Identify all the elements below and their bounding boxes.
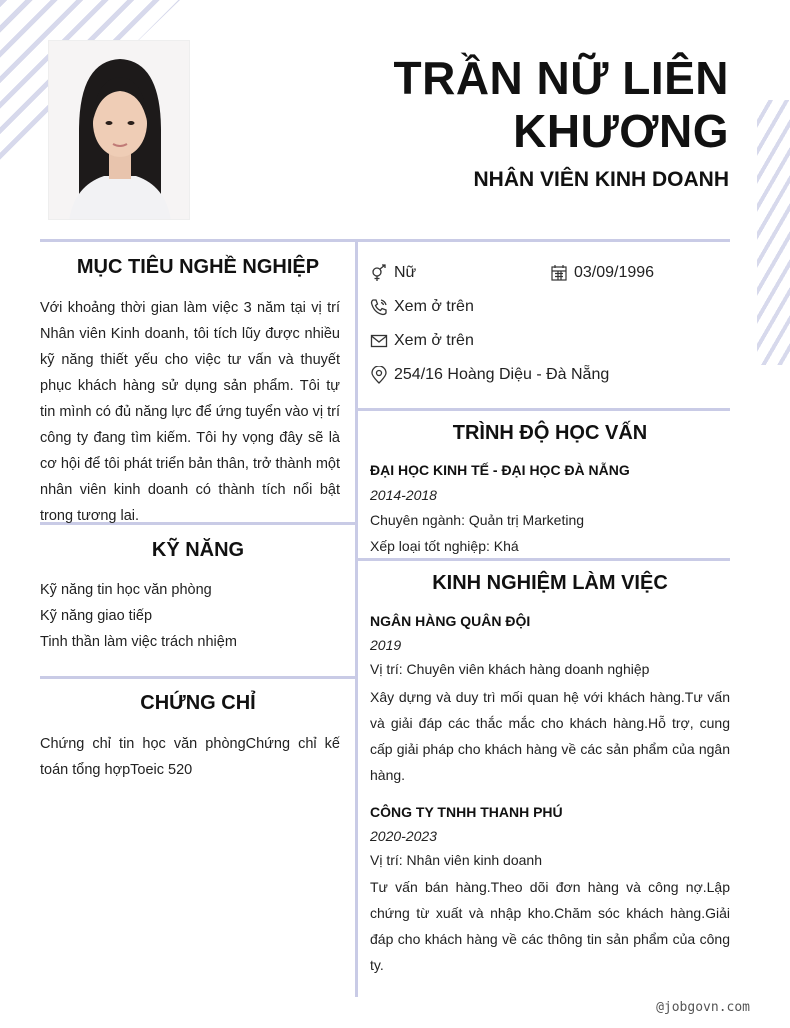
job-year: 2019 <box>370 637 402 653</box>
candidate-name-line2: KHƯƠNG <box>513 105 729 157</box>
objective-text: Với khoảng thời gian làm việc 3 năm tại vị trí Nhân viên Kinh doanh, tôi tích lũy được nhiều kỹ năng thiết yếu cho việc tư vấn và thuyết phục khách hàng sử dụng sản phẩm. Tôi tự tin mình có đủ năng lực để ứng tuyển vào vị trí công ty đang tìm kiếm. Tôi hy vọng đây sẽ là cơ hội để tôi phát triển bản thân, trở thành một nhân viên kinh doanh có thành tích nổi bật trong tương lai. <box>40 300 340 524</box>
education-school: ĐẠI HỌC KINH TẾ - ĐẠI HỌC ĐÀ NẴNG <box>370 462 630 478</box>
job-company: CÔNG TY TNHH THANH PHÚ <box>370 804 563 820</box>
job-description: Tư vấn bán hàng.Theo dõi đơn hàng và công nợ.Lập chứng từ xuất và nhập kho.Chăm sóc khách hàng.Giải đáp cho khách hàng về các thông tin sản phẩm của công ty. <box>370 879 730 973</box>
certificates-title: CHỨNG CHỈ <box>140 692 256 714</box>
job-title: NHÂN VIÊN KINH DOANH <box>473 168 729 191</box>
phone-icon <box>370 298 388 316</box>
candidate-name <box>309 52 729 158</box>
education-major: Chuyên ngành: Quản trị Marketing <box>370 512 585 528</box>
profile-photo <box>48 40 190 220</box>
gender-value: Nữ <box>394 264 417 281</box>
education-title: TRÌNH ĐỘ HỌC VẤN <box>452 422 648 444</box>
birthday-value: 03/09/1996 <box>574 264 655 281</box>
decorative-stripes-right <box>757 100 790 365</box>
skill-item: Kỹ năng giao tiếp <box>40 608 153 624</box>
header-divider <box>40 239 730 242</box>
column-divider <box>355 239 358 997</box>
education-years: 2014-2018 <box>370 487 437 503</box>
gender-row <box>370 264 416 282</box>
email-row <box>370 332 474 350</box>
certificates-text: Chứng chỉ tin học văn phòngChứng chỉ kế toán tổng hợpToeic 520 <box>40 736 340 778</box>
skills-divider <box>40 676 356 679</box>
email-icon <box>370 332 388 350</box>
job-year: 2020-2023 <box>370 828 437 844</box>
email-value: Xem ở trên <box>394 332 474 349</box>
experience-title: KINH NGHIỆM LÀM VIỆC <box>432 572 668 594</box>
job-company: NGÂN HÀNG QUÂN ĐỘI <box>370 613 531 629</box>
skill-item: Kỹ năng tin học văn phòng <box>40 582 212 598</box>
phone-value: Xem ở trên <box>394 298 474 315</box>
calendar-icon <box>550 264 568 282</box>
contact-divider <box>356 408 730 411</box>
skill-item: Tinh thần làm việc trách nhiệm <box>40 634 237 650</box>
phone-row <box>370 298 474 316</box>
candidate-name-line1: TRẦN NỮ LIÊN <box>393 52 729 104</box>
objective-title: MỤC TIÊU NGHỀ NGHIỆP <box>76 256 320 278</box>
job-description: Xây dựng và duy trì mối quan hệ với khách hàng.Tư vấn và giải đáp các thắc mắc cho khách hàng.Hỗ trợ, cung cấp giải pháp cho khách hàng về các sản phẩm của ngân hàng. <box>370 689 730 783</box>
footer-watermark: @jobgovn.com <box>656 1000 750 1015</box>
gender-icon <box>370 264 388 282</box>
education-divider <box>356 558 730 561</box>
skills-title: KỸ NĂNG <box>151 539 245 561</box>
address-row <box>370 366 609 384</box>
education-grade: Xếp loại tốt nghiệp: Khá <box>370 538 519 554</box>
location-icon <box>370 366 388 384</box>
birthday-row <box>550 264 654 282</box>
job-position: Vị trí: Chuyên viên khách hàng doanh nghiệp <box>370 661 650 677</box>
address-value: 254/16 Hoàng Diệu - Đà Nẵng <box>394 366 610 383</box>
job-position: Vị trí: Nhân viên kinh doanh <box>370 852 542 868</box>
